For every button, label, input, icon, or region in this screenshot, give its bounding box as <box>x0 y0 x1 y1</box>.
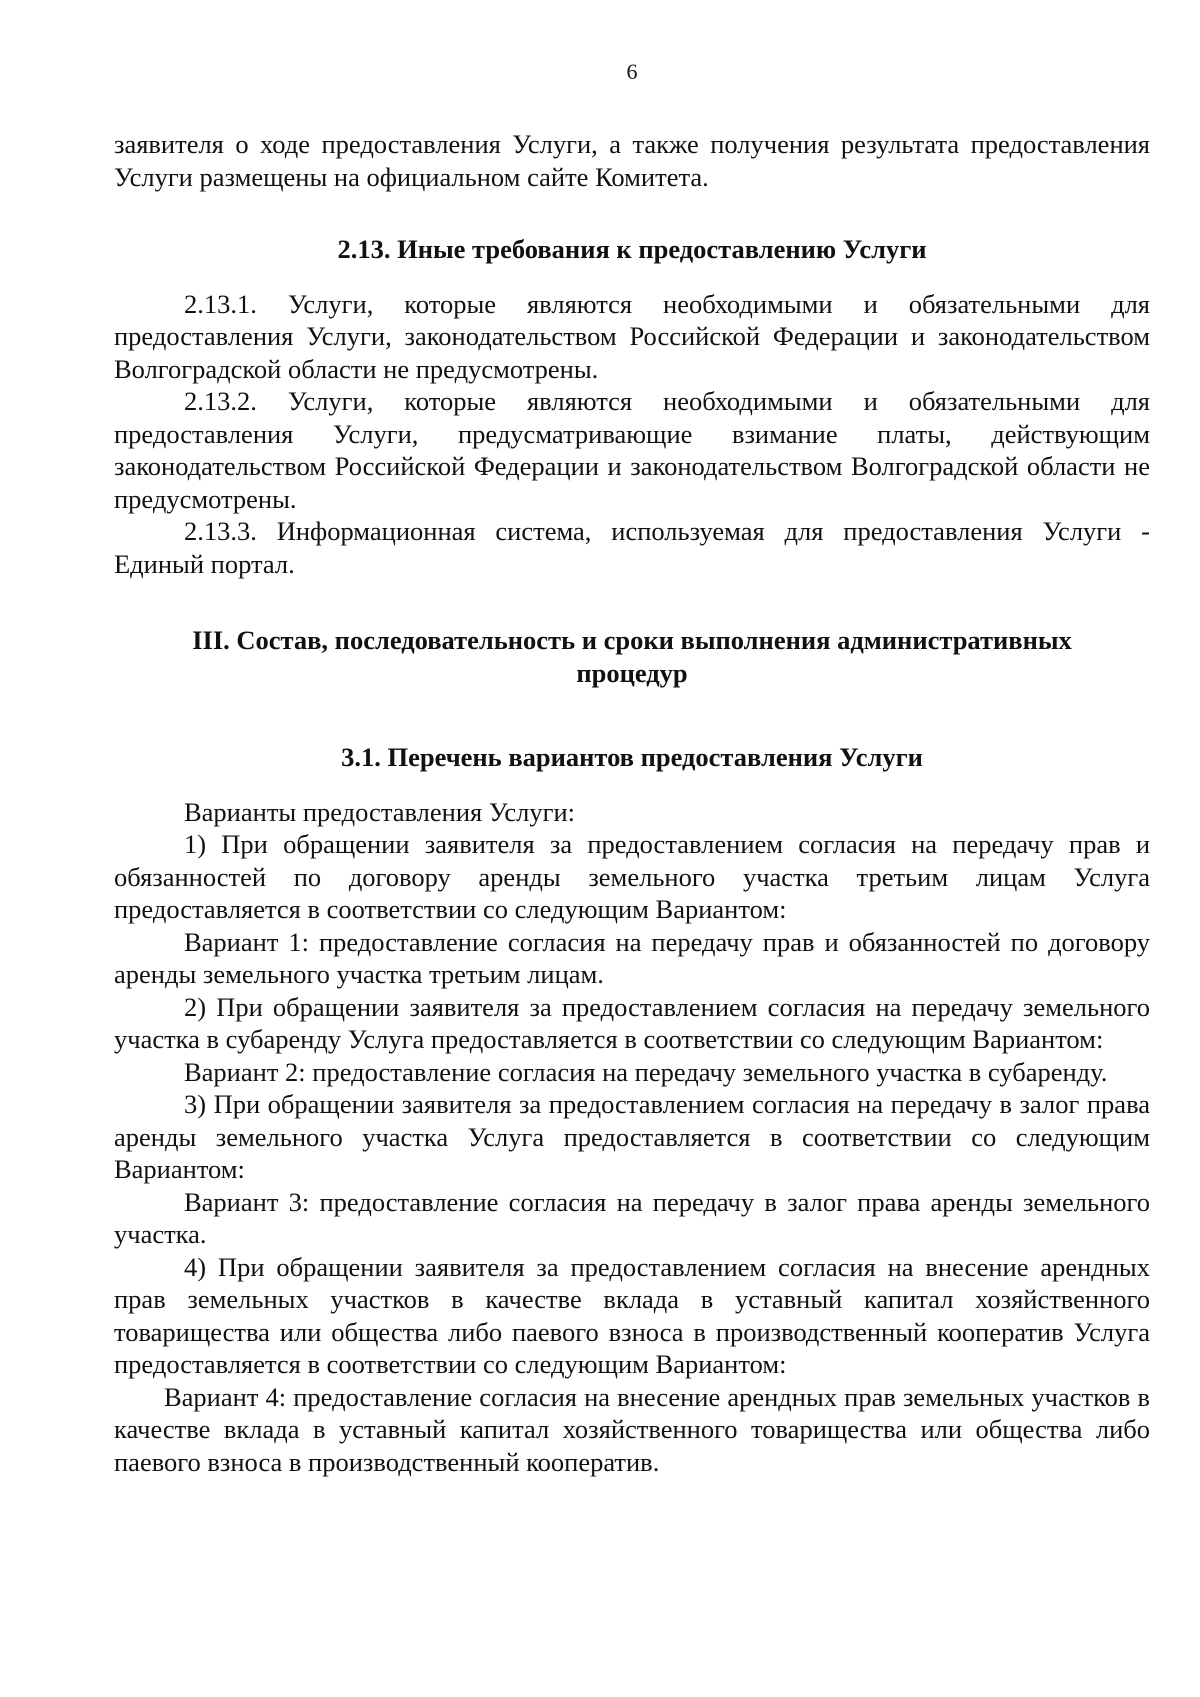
section-3-1-heading: 3.1. Перечень вариантов предоставления Услуги <box>341 742 923 772</box>
intro-paragraph: заявителя о ходе предоставления Услуги, а также получения результата предоставления Услуги размещены на официальном сайте Комитета. <box>114 129 1150 192</box>
chapter-3-heading: III. Состав, последовательность и сроки выполнения административных процедур <box>192 625 1072 688</box>
variant-2-condition: 2) При обращении заявителя за предоставлением согласия на передачу земельного участка в субаренду Услуга предоставляется в соответствии со следующим Вариантом: <box>114 991 1150 1054</box>
variant-3-description: Вариант 3: предоставление согласия на передачу в залог права аренды земельного участка. <box>114 1186 1150 1249</box>
variant-1-description: Вариант 1: предоставление согласия на передачу прав и обязанностей по договору аренды земельного участка третьим лицам. <box>114 926 1150 989</box>
variant-1-condition: 1) При обращении заявителя за предоставлением согласия на передачу прав и обязанностей по договору аренды земельного участка третьим лицам Услуга предоставляется в соответствии со следующим Вариантом: <box>114 829 1150 924</box>
variants-lead: Варианты предоставления Услуги: <box>184 796 576 827</box>
paragraph-2-13-2: 2.13.2. Услуги, которые являются необходимыми и обязательными для предоставления Услуги, предусматривающие взимание платы, действующим законодательством Российской Федерации и законодательством Волгоградской области не предусмотрены. <box>114 386 1150 514</box>
variant-4-condition: 4) При обращении заявителя за предоставлением согласия на внесение арендных прав земельных участков в качестве вклада в уставный капитал хозяйственного товарищества или общества либо паевого взноса в производственный кооператив Услуга предоставляется в соответствии со следующим Вариантом: <box>114 1251 1150 1379</box>
page-number: 6 <box>626 59 638 84</box>
variant-2-description: Вариант 2: предоставление согласия на передачу земельного участка в субаренду. <box>184 1056 1108 1087</box>
section-2-13-heading: 2.13. Иные требования к предоставлению Услуги <box>337 234 927 264</box>
paragraph-2-13-1: 2.13.1. Услуги, которые являются необходимыми и обязательными для предоставления Услуги, законодательством Российской Федерации и законодательством Волгоградской области не предусмотрены. <box>114 288 1150 384</box>
variant-3-condition: 3) При обращении заявителя за предоставлением согласия на передачу в залог права аренды земельного участка Услуга предоставляется в соответствии со следующим Вариантом: <box>114 1089 1150 1184</box>
paragraph-2-13-3: 2.13.3. Информационная система, используемая для предоставления Услуги - Единый портал. <box>114 516 1150 579</box>
variant-4-description: Вариант 4: предоставление согласия на внесение арендных прав земельных участков в качестве вклада в уставный капитал хозяйственного товарищества или общества либо паевого взноса в производственный кооператив. <box>114 1381 1150 1477</box>
document-page <box>114 60 1150 1478</box>
